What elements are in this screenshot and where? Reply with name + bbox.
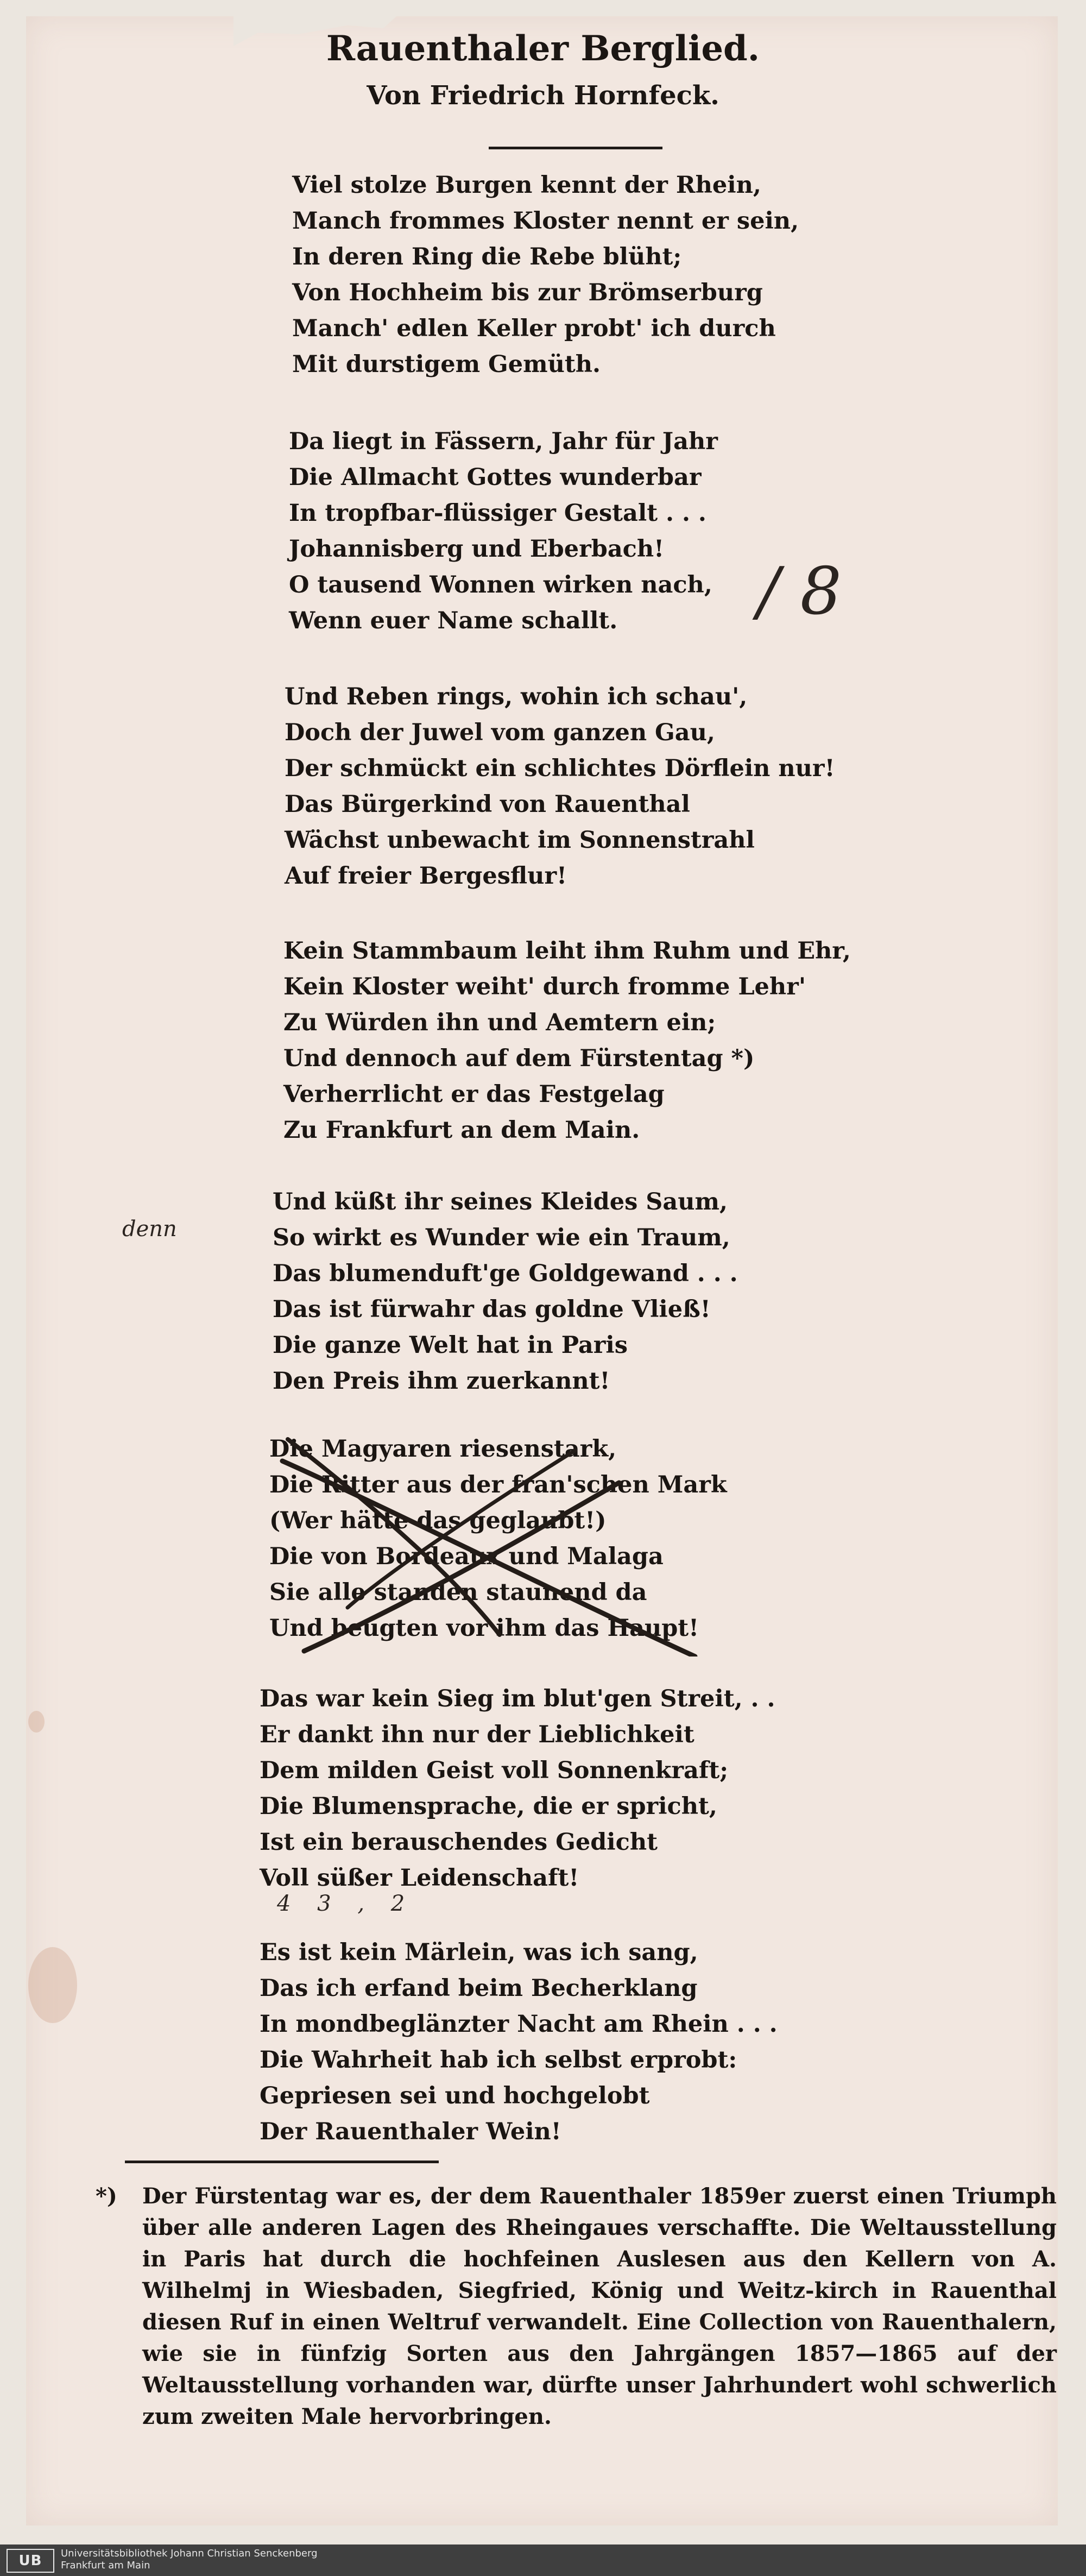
- verse-line: Wächst unbewacht im Sonnenstrahl: [285, 827, 755, 854]
- verse-line: Und beugten vor ihm das Haupt!: [269, 1615, 699, 1642]
- verse-line: Dem milden Geist voll Sonnenkraft;: [260, 1757, 729, 1784]
- verse-line: Zu Frankfurt an dem Main.: [283, 1117, 640, 1144]
- verse-line: Manch frommes Kloster nennt er sein,: [292, 207, 799, 235]
- verse-line: Auf freier Bergesflur!: [285, 862, 567, 890]
- verse-line: Voll süßer Leidenschaft!: [260, 1865, 579, 1892]
- verse-line: Das ich erfand beim Becherklang: [260, 1975, 698, 2002]
- verse-line: Da liegt in Fässern, Jahr für Jahr: [289, 428, 718, 455]
- library-logo: UB: [7, 2549, 54, 2573]
- verse-line: Und dennoch auf dem Fürstentag *): [283, 1045, 755, 1072]
- verse-line: Die Allmacht Gottes wunderbar: [289, 464, 702, 491]
- verse-line: Der schmückt ein schlichtes Dörflein nur!: [285, 755, 835, 782]
- footnote-divider: [125, 2161, 439, 2163]
- verse-line: Den Preis ihm zuerkannt!: [273, 1368, 610, 1395]
- verse-line: Sie alle standen staunend da: [269, 1579, 647, 1606]
- verse-line: Das Bürgerkind von Rauenthal: [285, 791, 690, 818]
- verse-line: Die Wahrheit hab ich selbst erprobt:: [260, 2046, 737, 2074]
- library-name-line: Frankfurt am Main: [61, 2560, 150, 2571]
- verse-line: Johannisberg und Eberbach!: [289, 536, 665, 563]
- verse-line: Mit durstigem Gemüth.: [292, 351, 601, 378]
- verse-line: Das war kein Sieg im blut'gen Streit, . .: [260, 1685, 775, 1712]
- library-name-line: Universitätsbibliothek Johann Christian Senckenberg: [61, 2548, 318, 2559]
- footnote-marker: *): [96, 2183, 117, 2209]
- verse-line: Wenn euer Name schallt.: [289, 607, 618, 634]
- library-name: [61, 2548, 318, 2572]
- verse-line: Die Ritter aus der fran'schen Mark: [269, 1471, 727, 1498]
- verse-line: In tropfbar-flüssiger Gestalt . . .: [289, 500, 706, 527]
- verse-line: O tausend Wonnen wirken nach,: [289, 571, 712, 599]
- stanza-3: [285, 679, 835, 894]
- paper-stain: [28, 1947, 77, 2023]
- verse-line: In mondbeglänzter Nacht am Rhein . . .: [260, 2011, 778, 2038]
- verse-line: Doch der Juwel vom ganzen Gau,: [285, 719, 715, 746]
- verse-line: Die von Bordeaux und Malaga: [269, 1543, 664, 1570]
- verse-line: Und küßt ihr seines Kleides Saum,: [273, 1188, 728, 1215]
- stanza-2: [289, 424, 718, 639]
- stanza-4: [283, 933, 851, 1148]
- verse-line: Zu Würden ihn und Aemtern ein;: [283, 1009, 716, 1036]
- verse-line: Gepriesen sei und hochgelobt: [260, 2082, 650, 2109]
- stanza-7: [260, 1681, 775, 1896]
- stanza-1: [292, 167, 799, 382]
- verse-line: Das blumenduft'ge Goldgewand . . .: [273, 1260, 738, 1287]
- verse-line: In deren Ring die Rebe blüht;: [292, 243, 682, 270]
- verse-line: Der Rauenthaler Wein!: [260, 2118, 561, 2145]
- verse-line: Manch' edlen Keller probt' ich durch: [292, 315, 776, 342]
- title-divider: [489, 147, 662, 149]
- stanza-6: [269, 1431, 727, 1646]
- handwritten-margin-word: denn: [122, 1217, 177, 1242]
- stanza-8: [260, 1935, 778, 2150]
- verse-line: (Wer hätte das geglaubt!): [269, 1507, 607, 1534]
- verse-line: Von Hochheim bis zur Brömserburg: [292, 279, 763, 306]
- verse-line: Kein Kloster weiht' durch fromme Lehr': [283, 973, 806, 1000]
- verse-line: So wirkt es Wunder wie ein Traum,: [273, 1224, 730, 1251]
- verse-line: Die Blumensprache, die er spricht,: [260, 1793, 717, 1820]
- verse-line: Kein Stammbaum leiht ihm Ruhm und Ehr,: [283, 937, 851, 965]
- verse-line: Viel stolze Burgen kennt der Rhein,: [292, 172, 761, 199]
- verse-line: Die ganze Welt hat in Paris: [273, 1332, 628, 1359]
- library-footer: [0, 2544, 1086, 2576]
- verse-line: Es ist kein Märlein, was ich sang,: [260, 1939, 698, 1966]
- verse-line: Er dankt ihn nur der Lieblichkeit: [260, 1721, 694, 1748]
- footnote: [96, 2181, 1057, 2433]
- handwritten-numbers: 4 3 , 2: [277, 1891, 415, 1916]
- stanza-5: [273, 1184, 738, 1399]
- verse-line: Verherrlicht er das Festgelag: [283, 1081, 665, 1108]
- verse-line: Die Magyaren riesenstark,: [269, 1435, 617, 1463]
- author-byline: Von Friedrich Hornfeck.: [367, 80, 719, 111]
- paper-stain: [28, 1711, 45, 1733]
- footnote-text: Der Fürstentag war es, der dem Rauenthaler 1859er zuerst einen Triumph über alle anderen Lagen des Rheingaues verschaffte. Die Weltausstellung in Paris hat durch die hochfeinen Auslesen aus den Kellern von A. Wilhelmj in Wiesbaden, Siegfried, König und Weitz-kirch in Rauenthal diesen Ruf in einen Weltruf verwandelt. Eine Collection von Rauenthalern, wie sie in fünfzig Sorten aus den Jahrgängen 1857—1865 auf der Weltausstellung vorhanden war, dürfte unser Jahrhundert wohl schwerlich zum zweiten Male hervorbringen.: [142, 2183, 1057, 2429]
- verse-line: Und Reben rings, wohin ich schau',: [285, 683, 748, 710]
- handwritten-margin-mark: / 8: [757, 554, 842, 629]
- document-title: Rauenthaler Berglied.: [326, 28, 760, 69]
- verse-line: Das ist fürwahr das goldne Vließ!: [273, 1296, 711, 1323]
- verse-line: Ist ein berauschendes Gedicht: [260, 1829, 658, 1856]
